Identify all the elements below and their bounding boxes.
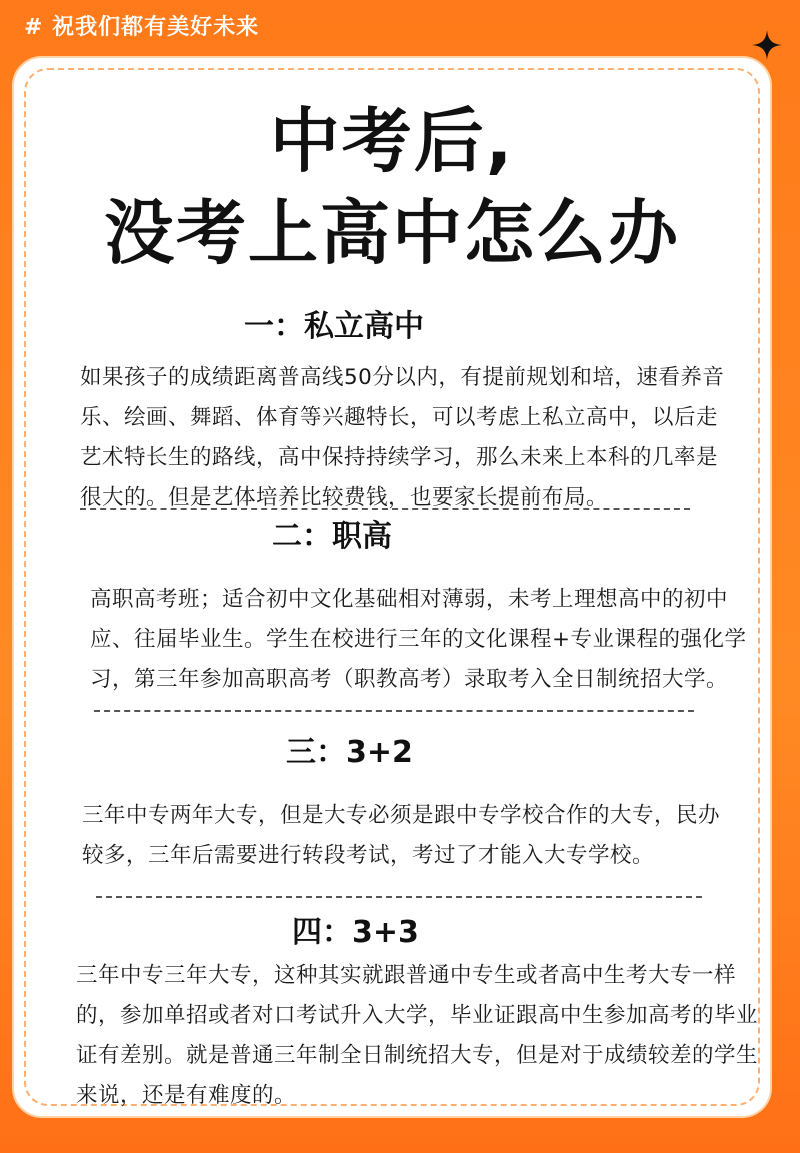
paragraph-line: 如果孩子的成绩距离普高线50分以内，有提前规划和培，速看养音 xyxy=(80,365,725,390)
section-heading-private-high-school: 一：私立高中 xyxy=(244,309,424,344)
paragraph-line: 的，参加单招或者对口考试升入大学，毕业证跟高中生参加高考的毕业 xyxy=(76,1003,759,1028)
paragraph-line: 很大的。但是艺体培养比较费钱，也要家长提前布局。 xyxy=(80,485,609,510)
content-card xyxy=(12,56,772,1118)
page-title-line-1: 中考后, xyxy=(269,100,515,182)
paragraph-line: 乐、绘画、舞蹈、体育等兴趣特长，可以考虑上私立高中，以后走 xyxy=(80,405,719,430)
section-paragraph-private-high-school xyxy=(80,358,724,518)
paragraph-line: 习，第三年参加高职高考（职教高考）录取考入全日制统招大学。 xyxy=(90,667,729,692)
paragraph-line: 三年中专三年大专，这种其实就跟普通中专生或者高中生考大专一样 xyxy=(76,963,737,988)
section-divider xyxy=(80,508,690,510)
paragraph-line: 艺术特长生的路线，高中保持持续学习，那么未来上本科的几率是 xyxy=(80,445,719,470)
hashtag-label: # 祝我们都有美好未来 xyxy=(24,15,260,40)
sparkle-icon xyxy=(752,30,782,60)
section-heading-3-plus-3: 四：3+3 xyxy=(292,915,419,950)
paragraph-line: 应、往届毕业生。学生在校进行三年的文化课程+专业课程的强化学 xyxy=(90,627,747,652)
section-paragraph-3-plus-2 xyxy=(82,796,720,876)
paragraph-line: 证有差别。就是普通三年制全日制统招大专，但是对于成绩较差的学生 xyxy=(76,1043,759,1068)
section-divider xyxy=(94,710,694,712)
paragraph-line: 较多，三年后需要进行转段考试，考过了才能入大专学校。 xyxy=(82,843,655,868)
section-heading-vocational-high: 二：职高 xyxy=(272,519,392,554)
section-paragraph-3-plus-3 xyxy=(76,956,758,1116)
paragraph-line: 来说，还是有难度的。 xyxy=(76,1083,297,1108)
section-paragraph-vocational-high xyxy=(90,580,747,700)
paragraph-line: 三年中专两年大专，但是大专必须是跟中专学校合作的大专，民办 xyxy=(82,803,721,828)
section-divider xyxy=(96,896,702,898)
page-title-line-2: 没考上高中怎么办 xyxy=(104,192,680,274)
paragraph-line: 高职高考班；适合初中文化基础相对薄弱，未考上理想高中的初中 xyxy=(90,587,729,612)
section-heading-3-plus-2: 三：3+2 xyxy=(286,735,413,770)
